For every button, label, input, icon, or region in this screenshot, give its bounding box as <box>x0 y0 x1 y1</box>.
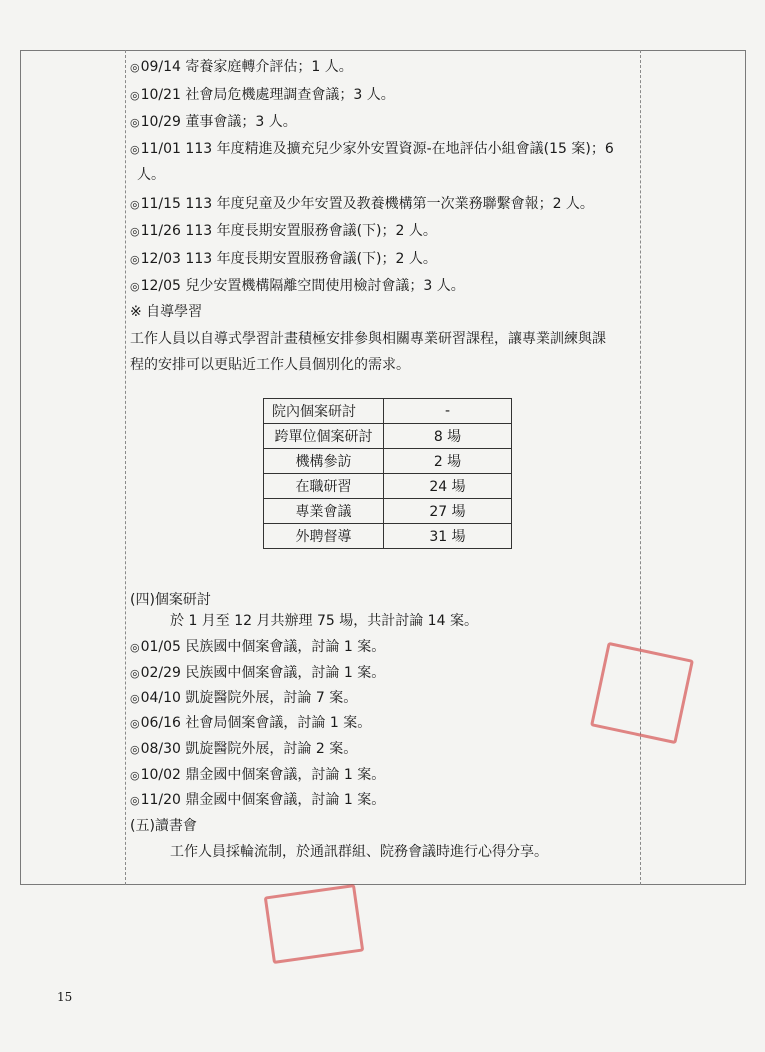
meeting-item: ◎09/14 寄養家庭轉介評估；1 人。 <box>130 59 353 75</box>
table-cell-value: 2 場 <box>384 449 512 474</box>
training-stats-table <box>263 398 512 549</box>
table-cell-label: 機構參訪 <box>264 449 384 474</box>
table-row <box>264 424 512 449</box>
self-study-heading: ※ 自導學習 <box>130 304 203 320</box>
case-study-summary: 於 1 月至 12 月共辦理 75 場，共計討論 14 案。 <box>170 613 478 629</box>
table-row <box>264 399 512 424</box>
table-row <box>264 499 512 524</box>
meeting-item: ◎11/15 113 年度兒童及少年安置及教養機構第一次業務聯繫會報；2 人。 <box>130 196 594 212</box>
meeting-item-continued: 人。 <box>137 167 165 183</box>
case-item: ◎02/29 民族國中個案會議，討論 1 案。 <box>130 665 386 681</box>
case-item: ◎11/20 鼎金國中個案會議，討論 1 案。 <box>130 792 386 808</box>
case-study-heading: (四)個案研討 <box>130 592 211 608</box>
table-cell-value: 24 場 <box>384 474 512 499</box>
table-cell-label: 專業會議 <box>264 499 384 524</box>
case-item: ◎08/30 凱旋醫院外展，討論 2 案。 <box>130 741 358 757</box>
red-seal-stamp <box>590 642 694 744</box>
table-cell-value: - <box>384 399 512 424</box>
page-number: 15 <box>57 990 73 1004</box>
case-item: ◎06/16 社會局個案會議，討論 1 案。 <box>130 715 372 731</box>
meeting-item: ◎11/01 113 年度精進及擴充兒少家外安置資源-在地評估小組會議(15 案)；6 <box>130 141 614 157</box>
meeting-item: ◎12/05 兒少安置機構隔離空間使用檢討會議；3 人。 <box>130 278 465 294</box>
meeting-item: ◎11/26 113 年度長期安置服務會議(下)；2 人。 <box>130 223 437 239</box>
self-study-paragraph-line2: 程的安排可以更貼近工作人員個別化的需求。 <box>130 357 410 373</box>
case-item: ◎01/05 民族國中個案會議，討論 1 案。 <box>130 639 386 655</box>
table-row <box>264 524 512 549</box>
table-cell-value: 8 場 <box>384 424 512 449</box>
table-cell-label: 外聘督導 <box>264 524 384 549</box>
meeting-item: ◎12/03 113 年度長期安置服務會議(下)；2 人。 <box>130 251 437 267</box>
meeting-item: ◎10/29 董事會議；3 人。 <box>130 114 297 130</box>
meeting-item: ◎10/21 社會局危機處理調查會議；3 人。 <box>130 87 395 103</box>
self-study-paragraph-line1: 工作人員以自導式學習計畫積極安排參與相關專業研習課程，讓專業訓練與課 <box>130 331 606 347</box>
reading-heading: (五)讀書會 <box>130 818 197 834</box>
table-cell-value: 27 場 <box>384 499 512 524</box>
column-divider-right <box>640 50 641 885</box>
case-item: ◎10/02 鼎金國中個案會議，討論 1 案。 <box>130 767 386 783</box>
table-cell-label: 跨單位個案研討 <box>264 424 384 449</box>
case-item: ◎04/10 凱旋醫院外展，討論 7 案。 <box>130 690 358 706</box>
reading-text: 工作人員採輪流制，於通訊群組、院務會議時進行心得分享。 <box>170 844 548 860</box>
column-divider-left <box>125 50 126 885</box>
table-row <box>264 449 512 474</box>
table-cell-label: 院內個案研討 <box>264 399 384 424</box>
red-seal-stamp <box>264 884 365 964</box>
table-row <box>264 474 512 499</box>
table-cell-value: 31 場 <box>384 524 512 549</box>
table-cell-label: 在職研習 <box>264 474 384 499</box>
